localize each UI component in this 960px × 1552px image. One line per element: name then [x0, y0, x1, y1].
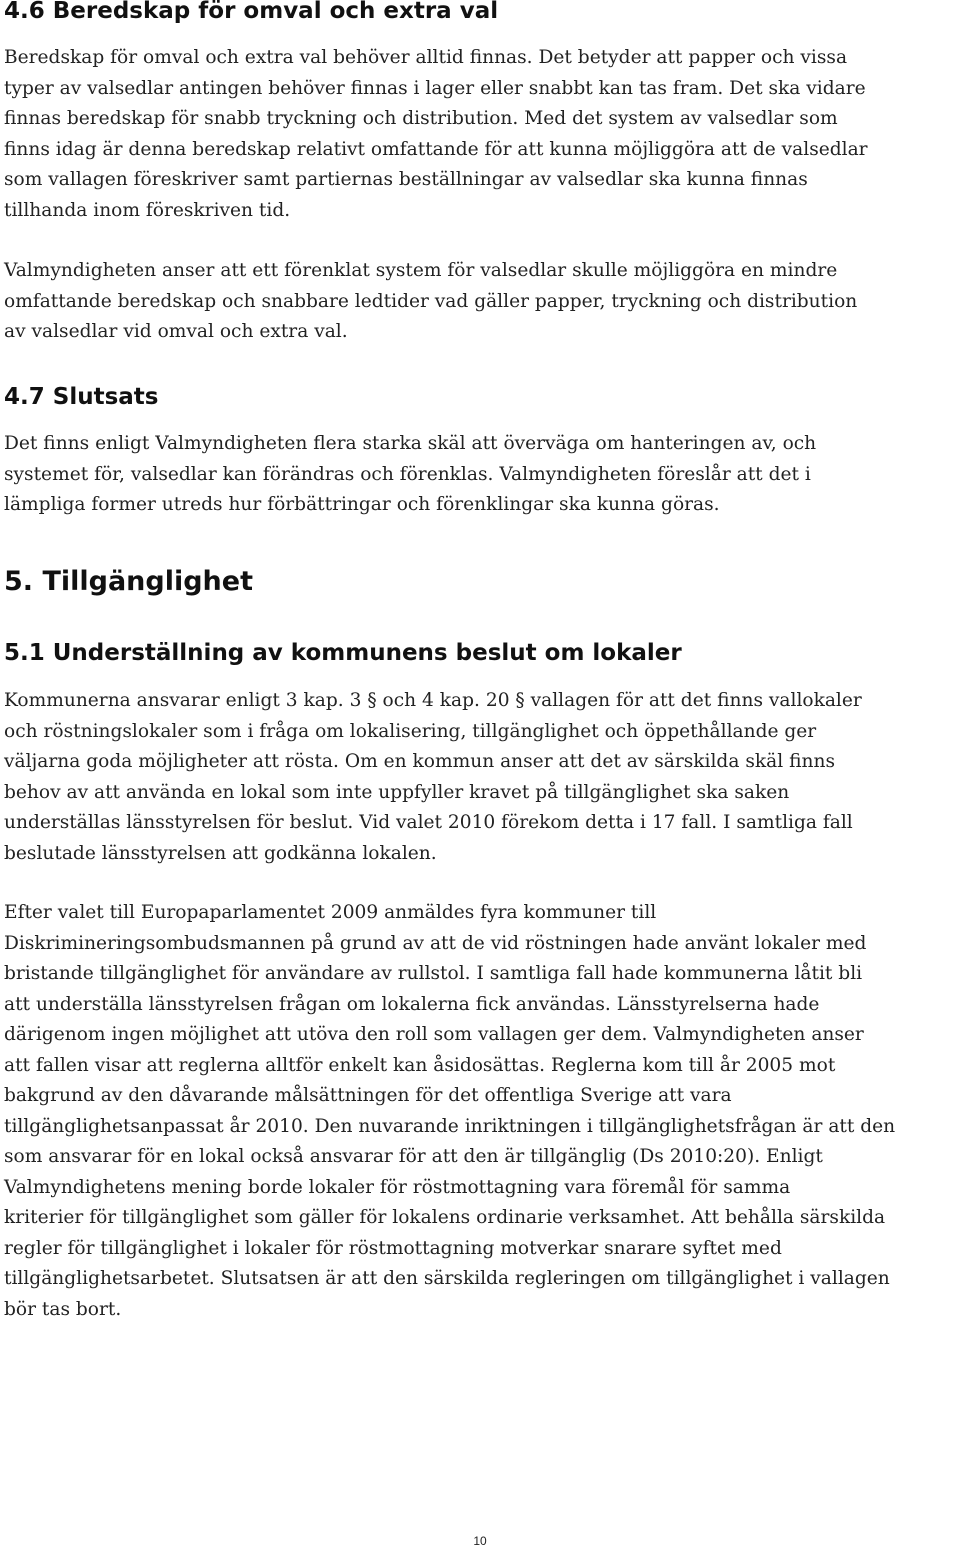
paragraph-4-7-1: [4, 429, 956, 521]
page-number: 10: [473, 1534, 487, 1548]
text-line: Valmyndighetens mening borde lokaler för röstmottagning vara föremål för samma: [4, 1176, 791, 1198]
text-line: finnas beredskap för snabb tryckning och distribution. Med det system av valsedlar som: [4, 108, 838, 129]
text-line: systemet för, valsedlar kan förändras och förenklas. Valmyndigheten föreslår att det i: [4, 463, 811, 485]
text-line: Efter valet till Europaparlamentet 2009 anmäldes fyra kommuner till: [4, 902, 657, 923]
paragraph-4-6-1: [4, 43, 956, 226]
text-line: behov av att använda en lokal som inte uppfyller kravet på tillgänglighet ska saken: [4, 781, 790, 803]
paragraph-4-6-2: [4, 256, 956, 348]
text-line: som vallagen föreskriver samt partiernas beställningar av valsedlar ska kunna finnas: [4, 169, 808, 190]
text-line: som ansvarar för en lokal också ansvarar för att den är tillgänglig (Ds 2010:20). Enligt: [4, 1146, 823, 1167]
text-line: Beredskap för omval och extra val behöver alltid finnas. Det betyder att papper och vissa: [4, 47, 848, 68]
text-line: bakgrund av den dåvarande målsättningen för det offentliga Sverige att vara: [4, 1085, 732, 1106]
heading-5-1: 5.1 Underställning av kommunens beslut om lokaler: [4, 640, 682, 666]
text-line: finns idag är denna beredskap relativt omfattande för att kunna möjliggöra att de valsedlar: [4, 138, 868, 160]
text-line: av valsedlar vid omval och extra val.: [4, 321, 348, 342]
heading-5: 5. Tillgänglighet: [4, 566, 253, 597]
paragraph-5-1-2: [4, 898, 956, 1325]
text-line: regler för tillgänglighet i lokaler för röstmottagning motverkar snarare syftet med: [4, 1237, 782, 1259]
text-line: Kommunerna ansvarar enligt 3 kap. 3 § och 4 kap. 20 § vallagen för att det finns vallokaler: [4, 690, 862, 711]
text-line: tillgänglighetsanpassat år 2010. Den nuvarande inriktningen i tillgänglighetsfrågan är att den: [4, 1115, 896, 1137]
text-line: att underställa länsstyrelsen frågan om lokalerna fick användas. Länsstyrelserna hade: [4, 993, 820, 1015]
text-line: tillgänglighetsarbetet. Slutsatsen är att den särskilda regleringen om tillgänglighet i vallagen: [4, 1268, 890, 1289]
text-line: bör tas bort.: [4, 1298, 122, 1320]
text-line: att fallen visar att reglerna alltför enkelt kan åsidosättas. Reglerna kom till år 2005 mot: [4, 1054, 836, 1076]
heading-4-7: 4.7 Slutsats: [4, 384, 159, 410]
text-line: bristande tillgänglighet för användare av rullstol. I samtliga fall hade kommunerna låtit bli: [4, 963, 863, 984]
text-line: typer av valsedlar antingen behöver finnas i lager eller snabbt kan tas fram. Det ska vidare: [4, 77, 866, 99]
text-line: väljarna goda möjligheter att rösta. Om en kommun anser att det av särskilda skäl finns: [4, 751, 835, 772]
text-line: och röstningslokaler som i fråga om lokalisering, tillgänglighet och öppethållande ger: [4, 720, 817, 742]
text-line: beslutade länsstyrelsen att godkänna lokalen.: [4, 842, 437, 864]
heading-4-6: 4.6 Beredskap för omval och extra val: [4, 0, 499, 24]
text-line: lämpliga former utreds hur förbättringar och förenklingar ska kunna göras.: [4, 494, 720, 515]
text-line: tillhanda inom föreskriven tid.: [4, 199, 291, 221]
text-line: Valmyndigheten anser att ett förenklat system för valsedlar skulle möjliggöra en mindre: [4, 260, 838, 281]
text-line: därigenom ingen möjlighet att utöva den roll som vallagen ger dem. Valmyndigheten anser: [4, 1024, 864, 1045]
text-line: underställas länsstyrelsen för beslut. Vid valet 2010 förekom detta i 17 fall. I samtliga fall: [4, 812, 853, 833]
text-line: Det finns enligt Valmyndigheten flera starka skäl att överväga om hanteringen av, och: [4, 433, 817, 454]
text-line: kriterier för tillgänglighet som gäller för lokalens ordinarie verksamhet. Att behålla särskilda: [4, 1207, 886, 1228]
paragraph-5-1-1: [4, 686, 956, 869]
text-line: Diskrimineringsombudsmannen på grund av att de vid röstningen hade använt lokaler med: [4, 932, 867, 954]
text-line: omfattande beredskap och snabbare ledtider vad gäller papper, tryckning och distribution: [4, 290, 858, 312]
